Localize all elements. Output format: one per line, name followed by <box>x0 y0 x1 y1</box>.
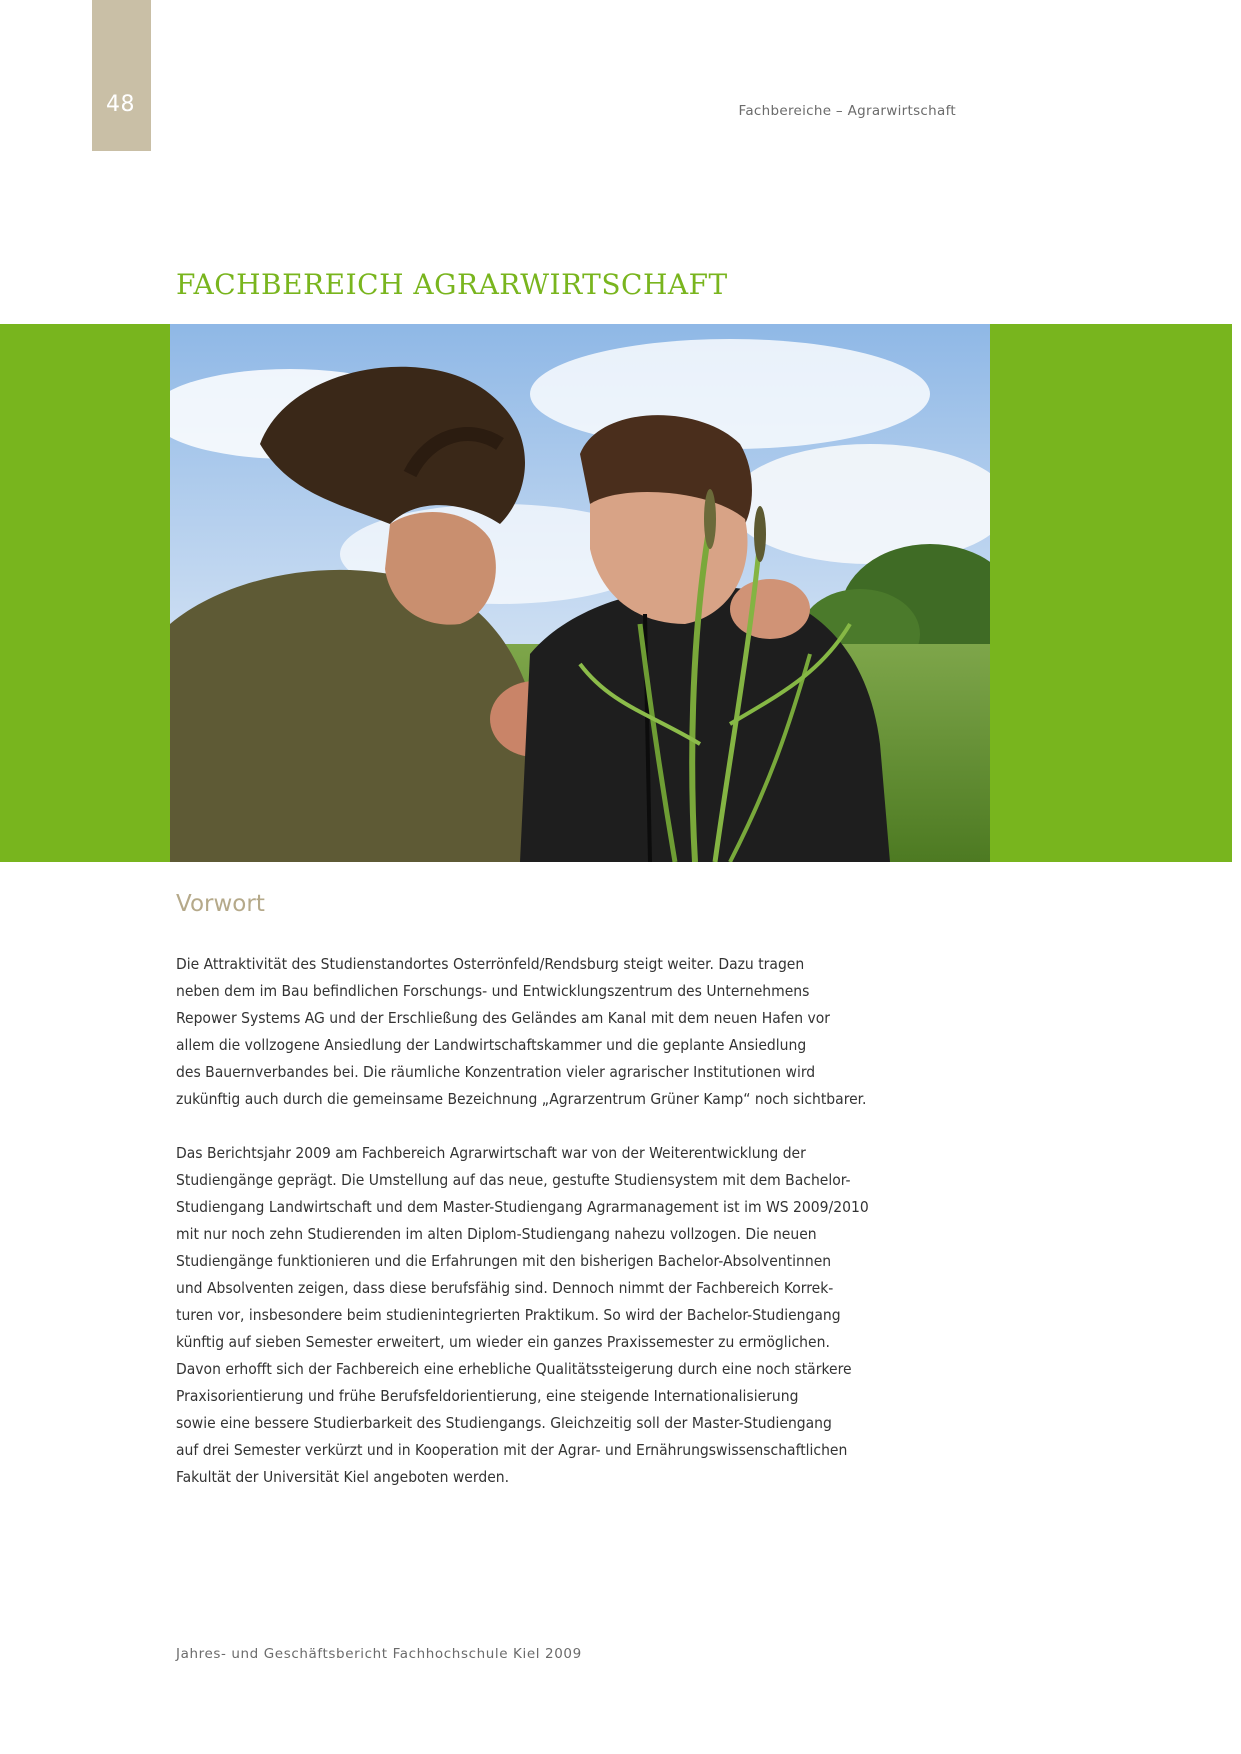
text-line: sowie eine bessere Studierbarkeit des Studiengangs. Gleichzeitig soll der Master-Studiengang <box>176 1414 832 1432</box>
text-line: allem die vollzogene Ansiedlung der Landwirtschaftskammer und die geplante Ansiedlung <box>176 1036 807 1054</box>
section-heading: Vorwort <box>176 891 265 917</box>
text-line: turen vor, insbesondere beim studienintegrierten Praktikum. So wird der Bachelor-Studiengang <box>176 1306 841 1324</box>
text-line: Fakultät der Universität Kiel angeboten werden. <box>176 1468 510 1486</box>
text-line: Die Attraktivität des Studienstandortes Osterrönfeld/Rendsburg steigt weiter. Dazu tragen <box>176 955 805 973</box>
text-line: Studiengänge funktionieren und die Erfahrungen mit den bisherigen Bachelor-Absolventinnen <box>176 1252 832 1270</box>
page-number: 48 <box>106 92 135 117</box>
text-line: Praxisorientierung und frühe Berufsfeldorientierung, eine steigende Internationalisierung <box>176 1387 799 1405</box>
running-header: Fachbereiche – Agrarwirtschaft <box>738 103 956 119</box>
text-line: Das Berichtsjahr 2009 am Fachbereich Agrarwirtschaft war von der Weiterentwicklung der <box>176 1144 806 1162</box>
page-number-tab <box>92 0 151 151</box>
text-line: auf drei Semester verkürzt und in Kooperation mit der Agrar- und Ernährungswissenschaftlichen <box>176 1441 848 1459</box>
text-line: Studiengang Landwirtschaft und dem Master-Studiengang Agrarmanagement ist im WS 2009/2010 <box>176 1198 869 1216</box>
text-line: Repower Systems AG und der Erschließung des Geländes am Kanal mit dem neuen Hafen vor <box>176 1009 831 1027</box>
page-title: FACHBEREICH AGRARWIRTSCHAFT <box>176 268 728 301</box>
text-line: zukünftig auch durch die gemeinsame Bezeichnung „Agrarzentrum Grüner Kamp“ noch sichtbarer. <box>176 1090 867 1108</box>
page-footer: Jahres- und Geschäftsbericht Fachhochschule Kiel 2009 <box>176 1646 582 1662</box>
text-line: des Bauernverbandes bei. Die räumliche Konzentration vieler agrarischer Institutionen wird <box>176 1063 816 1081</box>
paragraph-1 <box>176 951 976 1113</box>
text-line: und Absolventen zeigen, dass diese berufsfähig sind. Dennoch nimmt der Fachbereich Korrek- <box>176 1279 834 1297</box>
text-line: Studiengänge geprägt. Die Umstellung auf das neue, gestufte Studiensystem mit dem Bachelor- <box>176 1171 851 1189</box>
text-line: künftig auf sieben Semester erweitert, um wieder ein ganzes Praxissemester zu ermöglichen. <box>176 1333 830 1351</box>
text-line: neben dem im Bau befindlichen Forschungs- und Entwicklungszentrum des Unternehmens <box>176 982 810 1000</box>
paragraph-gap <box>176 1113 976 1140</box>
hero-photo <box>170 324 990 862</box>
text-line: mit nur noch zehn Studierenden im alten Diplom-Studiengang nahezu vollzogen. Die neuen <box>176 1225 817 1243</box>
paragraph-2 <box>176 1140 976 1491</box>
body-text <box>176 951 976 1491</box>
text-line: Davon erhofft sich der Fachbereich eine erhebliche Qualitätssteigerung durch eine noch stärkere <box>176 1360 852 1378</box>
